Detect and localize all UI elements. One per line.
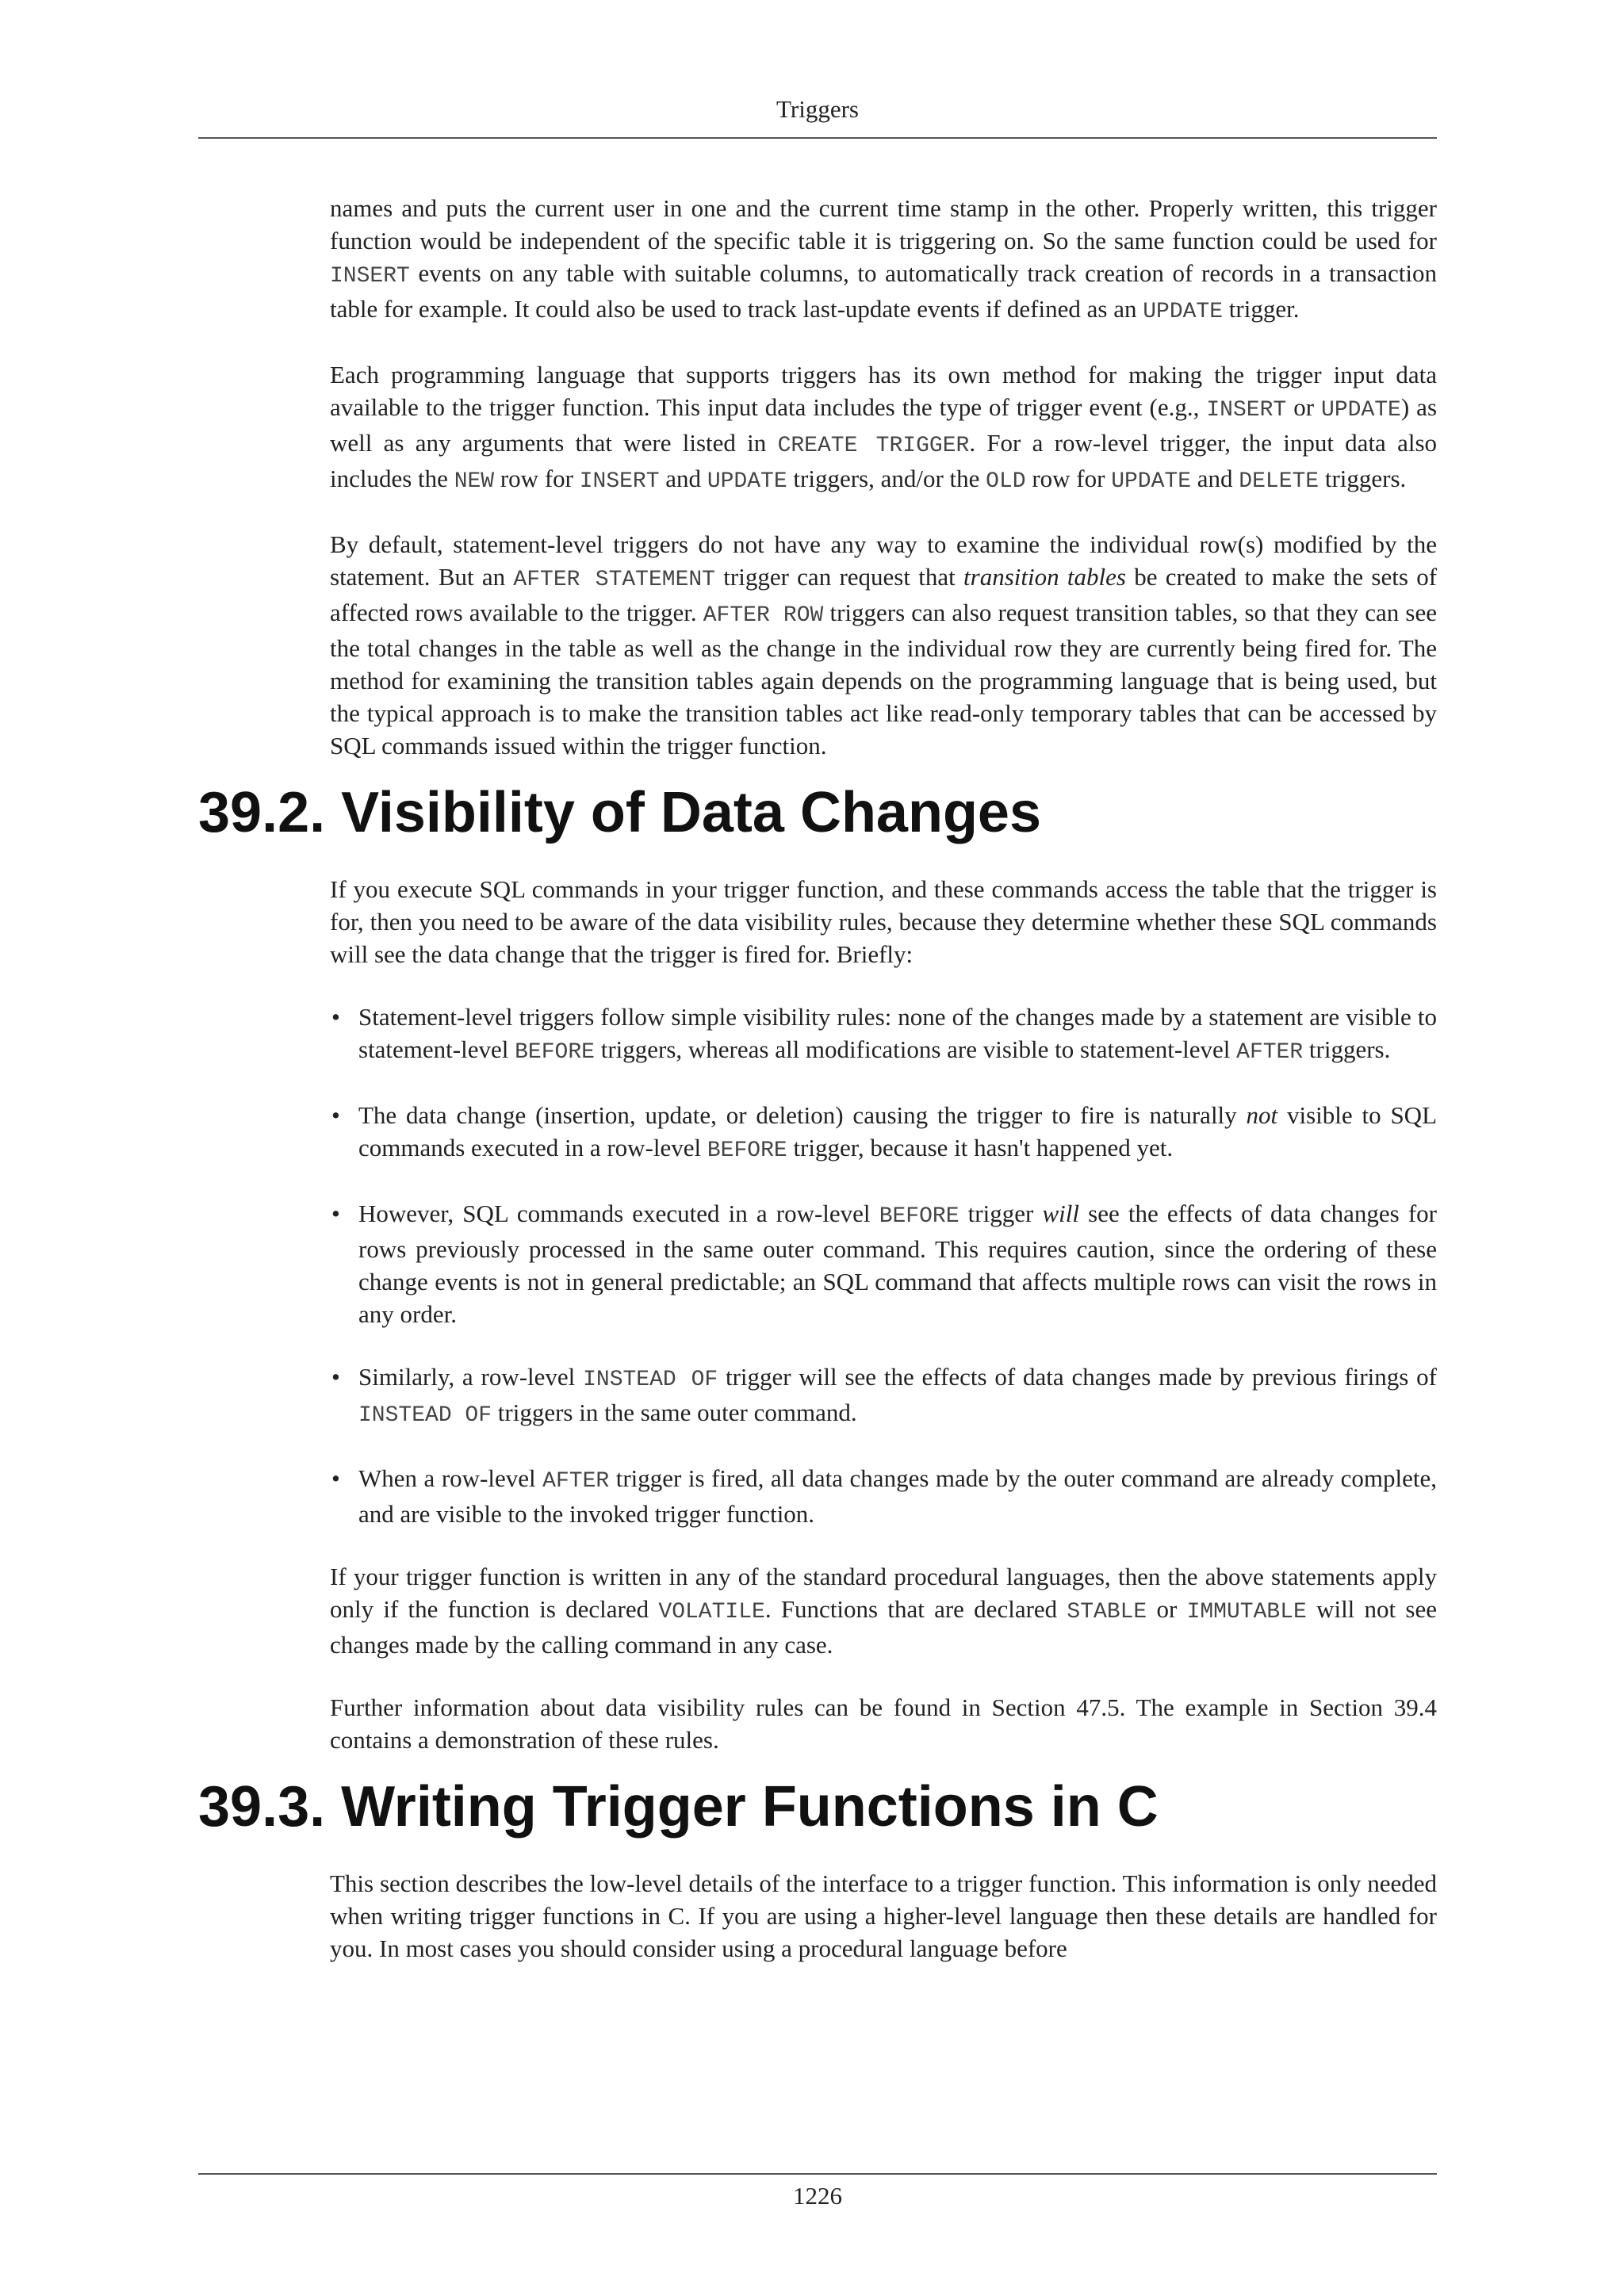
header-rule bbox=[198, 137, 1437, 139]
intro-paragraph-1: names and puts the current user in one and the current time stamp in the other. Properly written, this trigger function would be independent of the specific table it is triggering on. So the same function could be used for INSERT events on any table with suitable columns, to automatically track creation of records in a transaction table for example. It could also be used to track last-update events if defined as an UPDATE trigger. bbox=[330, 194, 1437, 324]
emphasis-will: will bbox=[1042, 1200, 1079, 1227]
visibility-rules-list bbox=[330, 1001, 1437, 1530]
code-after: AFTER bbox=[1236, 1040, 1304, 1065]
list-item: • Similarly, a row-level INSTEAD OF trigger will see the effects of data changes made by previous firings of INSTEAD OF triggers in the same outer command. bbox=[330, 1360, 1437, 1432]
emphasis-not: not bbox=[1246, 1101, 1278, 1129]
bullet-glyph: • bbox=[331, 1200, 340, 1227]
intro-paragraph-2: Each programming language that supports triggers has its own method for making the trigger input data available to the trigger function. This input data includes the type of trigger event (e.g., INSERT or UPDATE) as well as any arguments that were listed in CREATE TRIGGER. For a row-level trigger, the input data also includes the NEW row for INSERT and UPDATE triggers, and/or the OLD row for UPDATE and DELETE triggers. bbox=[330, 361, 1438, 494]
list-item: • When a row-level AFTER trigger is fired, all data changes made by the outer command are already complete, and are visible to the invoked trigger function. bbox=[330, 1462, 1437, 1530]
page-number: 1226 bbox=[793, 2182, 842, 2210]
code-instead-of: INSTEAD OF bbox=[583, 1368, 718, 1392]
code-before: BEFORE bbox=[515, 1040, 595, 1065]
c-triggers-paragraph-1: This section describes the low-level details of the interface to a trigger function. This information is only needed when writing trigger functions in C. If you are using a higher-level language then these details are handled for you. In most cases you should consider using a procedural language before bbox=[330, 1869, 1437, 1962]
code-update: UPDATE bbox=[707, 469, 787, 494]
code-update: UPDATE bbox=[1111, 469, 1192, 494]
code-new: NEW bbox=[454, 469, 495, 494]
code-before: BEFORE bbox=[879, 1204, 959, 1229]
code-delete: DELETE bbox=[1239, 469, 1320, 494]
bullet-glyph: • bbox=[331, 1363, 340, 1391]
code-old: OLD bbox=[986, 469, 1026, 494]
page-content bbox=[198, 192, 1437, 1965]
section-heading-visibility: 39.2. Visibility of Data Changes bbox=[198, 781, 1042, 844]
code-before: BEFORE bbox=[707, 1138, 787, 1163]
footer-rule bbox=[198, 2173, 1437, 2175]
code-update: UPDATE bbox=[1321, 398, 1401, 423]
code-after-statement: AFTER STATEMENT bbox=[513, 568, 715, 592]
code-insert: INSERT bbox=[1206, 398, 1287, 423]
visibility-paragraph-2: If your trigger function is written in any of the standard procedural languages, then the above statements apply only if the function is declared VOLATILE. Functions that are declared STABLE or IMMUTABLE will not see changes made by the calling command in any case. bbox=[330, 1563, 1437, 1659]
code-volatile: VOLATILE bbox=[658, 1600, 765, 1624]
code-stable: STABLE bbox=[1067, 1600, 1147, 1624]
code-create-trigger: CREATE TRIGGER bbox=[777, 434, 970, 458]
bullet-glyph: • bbox=[331, 1101, 340, 1129]
code-instead-of: INSTEAD OF bbox=[358, 1403, 492, 1428]
intro-paragraph-3: By default, statement-level triggers do not have any way to examine the individual row(s) modified by the statement. But an AFTER STATEMENT trigger can request that transition tables be created to make the sets of affected rows available to the trigger. AFTER ROW triggers can also request transition tables, so that they can see the total changes in the table as well as the change in the individual row they are currently being fired for. The method for examining the transition tables again depends on the programming language that is being used, but the typical approach is to make the transition tables act like read-only temporary tables that can be accessed by SQL commands issued within the trigger function. bbox=[330, 530, 1438, 760]
section-heading-c-triggers: 39.3. Writing Trigger Functions in C bbox=[198, 1775, 1159, 1839]
code-immutable: IMMUTABLE bbox=[1186, 1600, 1307, 1624]
list-item: • Statement-level triggers follow simple visibility rules: none of the changes made by a statement are visible to statement-level BEFORE triggers, whereas all modifications are visible to statement-level AFTER triggers. bbox=[330, 1001, 1437, 1069]
list-item: • However, SQL commands executed in a row-level BEFORE trigger will see the effects of data changes for rows previously processed in the same outer command. This requires caution, since the ordering of these change events is not in general predictable; an SQL command that affects multiple rows can visit the rows in any order. bbox=[330, 1197, 1437, 1330]
code-insert: INSERT bbox=[579, 469, 660, 494]
bullet-glyph: • bbox=[331, 1464, 340, 1492]
visibility-paragraph-1: If you execute SQL commands in your trigger function, and these commands access the table that the trigger is for, then you need to be aware of the data visibility rules, because they determine whether these SQL commands will see the data change that the trigger is fired for. Briefly: bbox=[330, 875, 1437, 968]
code-insert: INSERT bbox=[330, 264, 410, 289]
emphasis-transition-tables: transition tables bbox=[963, 563, 1126, 591]
list-item: • The data change (insertion, update, or deletion) causing the trigger to fire is naturally not visible to SQL commands executed in a row-level BEFORE trigger, because it hasn't happened yet. bbox=[330, 1099, 1437, 1167]
code-after: AFTER bbox=[542, 1469, 610, 1494]
running-header: Triggers bbox=[776, 95, 859, 123]
code-after-row: AFTER ROW bbox=[703, 603, 824, 628]
visibility-paragraph-3: Further information about data visibility rules can be found in Section 47.5. The example in Section 39.4 contains a demonstration of these rules. bbox=[330, 1693, 1437, 1754]
bullet-glyph: • bbox=[331, 1003, 340, 1031]
code-update: UPDATE bbox=[1143, 300, 1224, 324]
